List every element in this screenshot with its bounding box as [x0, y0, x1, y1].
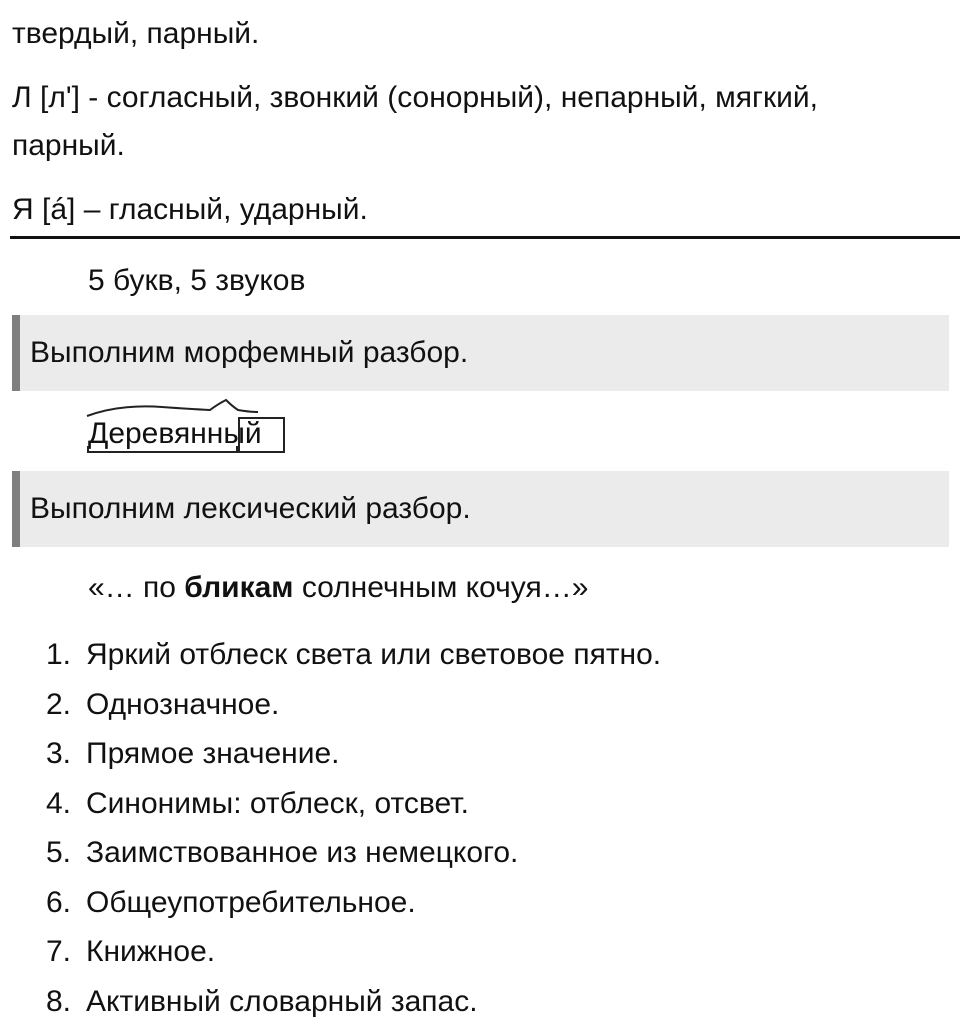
- lexical-analysis-list: [46, 630, 661, 1026]
- list-item: [46, 630, 661, 680]
- quote-start: «… по: [88, 571, 185, 604]
- list-item: [46, 680, 661, 730]
- list-item: [46, 977, 661, 1027]
- list-item-number: 3.: [46, 737, 72, 770]
- ending-box-mark: [239, 418, 284, 452]
- phonetic-line-3: парный.: [12, 129, 125, 162]
- list-item: [46, 779, 661, 829]
- morpheme-heading: Выполним морфемный разбор.: [30, 336, 469, 369]
- list-item-number: 6.: [46, 885, 72, 919]
- phonetic-line-4: Я [á] – гласный, ударный.: [12, 193, 368, 226]
- phonetic-line-1: твердый, парный.: [12, 17, 260, 50]
- morpheme-heading-callout: [12, 315, 949, 391]
- lexical-heading: Выполним лексический разбор.: [30, 492, 471, 525]
- list-item-text: Однозначное.: [86, 687, 280, 721]
- phonetic-line-2: Л [л'] - согласный, звонкий (сонорный), непарный, мягкий,: [12, 81, 818, 114]
- lexical-heading-callout: [12, 471, 949, 547]
- letter-sound-count: 5 букв, 5 звуков: [88, 264, 306, 297]
- quote-highlighted-word: бликам: [184, 571, 294, 604]
- list-item-text: Общеупотребительное.: [86, 885, 416, 919]
- section-divider: [10, 236, 960, 239]
- list-item-number: 1.: [46, 638, 72, 671]
- word-stem: Деревянн: [88, 417, 224, 450]
- list-item-number: 5.: [46, 836, 72, 869]
- list-item: [46, 729, 661, 779]
- example-quote: [88, 568, 588, 608]
- list-item: [46, 927, 661, 977]
- list-item-text: Синонимы: отблеск, отсвет.: [86, 786, 469, 820]
- quote-end: солнечным кочуя…»: [293, 571, 589, 604]
- stem-bracket-mark: [88, 446, 237, 452]
- list-item-number: 8.: [46, 984, 72, 1018]
- list-item-text: Яркий отблеск света или световое пятно.: [86, 638, 662, 671]
- list-item: [46, 828, 661, 878]
- word-ending: ый: [223, 417, 262, 450]
- list-item-text: Активный словарный запас.: [86, 984, 478, 1018]
- list-item-text: Заимствованное из немецкого.: [86, 836, 519, 869]
- list-item-text: Книжное.: [86, 935, 216, 968]
- list-item-number: 2.: [46, 687, 72, 721]
- list-item-text: Прямое значение.: [86, 737, 340, 770]
- root-arc-mark: [87, 400, 258, 416]
- list-item-number: 7.: [46, 935, 72, 968]
- morpheme-marks: [80, 398, 300, 460]
- list-item: [46, 878, 661, 928]
- list-item-number: 4.: [46, 786, 72, 820]
- morpheme-diagram: [80, 398, 300, 460]
